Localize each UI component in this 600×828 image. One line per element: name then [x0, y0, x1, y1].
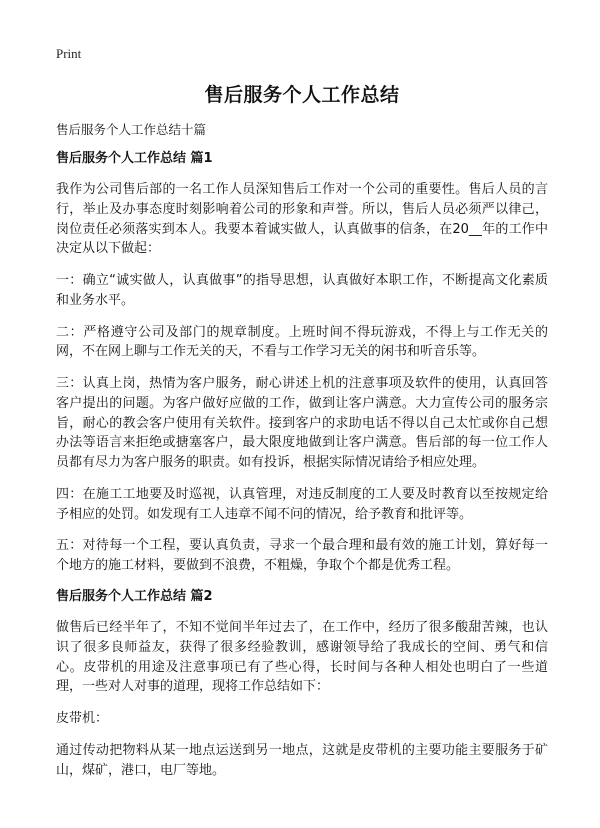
print-link[interactable]: Print — [56, 46, 82, 61]
paragraph: 三：认真上岗，热情为客户服务，耐心讲述上机的注意事项及软件的使用，认真回答客户提出的问题。为客户做好应做的工作，做到让客户满意。大力宣传公司的服务宗旨，耐心的教会客户使用有关软件。接到客户的求助电话不得以自己太忙或你自己想办法等语言来拒绝或搪塞客户，最大限度地做到让客户满意。售后部的每一位工作人员都有尽力为客户服务的职责。如有投诉，根据实际情况请给予相应处理。 — [56, 376, 548, 471]
section-heading: 售后服务个人工作总结 篇2 — [56, 588, 213, 604]
section-1 — [56, 150, 548, 576]
paragraph: 一：确立“诚实做人，认真做事”的指导思想，认真做好本职工作，不断提高文化素质和业务水平。 — [56, 273, 548, 308]
section-2 — [56, 588, 548, 780]
paragraph: 我作为公司售后部的一名工作人员深知售后工作对一个公司的重要性。售后人员的言行，举止及办事态度时刻影响着公司的形象和声誉。所以，售后人员必须严以律己，岗位责任必须落实到本人。我要本着诚实做人，认真做事的信条，在20__年的工作中决定从以下做起： — [56, 182, 548, 257]
paragraph: 四：在施工工地要及时巡视，认真管理，对违反制度的工人要及时教育以至按规定给予相应的处罚。如发现有工人违章不闻不问的情况，给予教育和批评等。 — [56, 486, 548, 522]
paragraph: 二：严格遵守公司及部门的规章制度。上班时间不得玩游戏，不得上与工作无关的网，不在网上聊与工作无关的天，不看与工作学习无关的闲书和听音乐等。 — [56, 324, 548, 360]
paragraph: 五：对待每一个工程，要认真负责，寻求一个最合理和最有效的施工计划，算好每一个地方的施工材料，要做到不浪费，不粗燥，争取个个都是优秀工程。 — [56, 538, 548, 574]
document-subtitle: 售后服务个人工作总结十篇 — [56, 122, 207, 137]
paragraph: 做售后已经半年了，不知不觉间半年过去了，在工作中，经历了很多酸甜苦辣，也认识了很多良师益友，获得了很多经验教训，感谢领导给了我成长的空间、勇气和信心。皮带机的用途及注意事项已有了些心得，长时间与各种人相处也明白了一些道理，一些对人对事的道理，现将工作总结如下： — [56, 620, 548, 695]
section-heading: 售后服务个人工作总结 篇1 — [56, 151, 213, 166]
document-title: 售后服务个人工作总结 — [204, 84, 400, 106]
paragraph: 皮带机： — [56, 711, 109, 727]
document-body — [56, 150, 548, 792]
paragraph: 通过传动把物料从某一地点运送到另一地点，这就是皮带机的主要功能主要服务于矿山，煤矿，港口，电厂等地。 — [56, 742, 548, 778]
